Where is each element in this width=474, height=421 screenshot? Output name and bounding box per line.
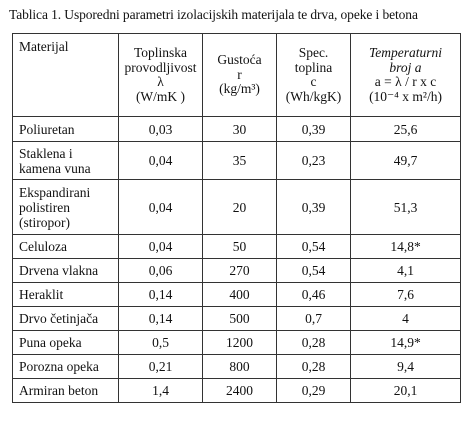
- cell-material: Puna opeka: [13, 331, 119, 355]
- table-row: [13, 331, 461, 355]
- cell-density: 2400: [203, 379, 277, 403]
- header-diffusivity-line2: broj a: [389, 59, 422, 75]
- cell-specific-heat: 0,28: [277, 355, 351, 379]
- cell-density: 50: [203, 235, 277, 259]
- cell-conductivity: 0,03: [119, 117, 203, 142]
- cell-conductivity: 0,06: [119, 259, 203, 283]
- header-diffusivity: [351, 34, 461, 117]
- cell-specific-heat: 0,28: [277, 331, 351, 355]
- cell-material: Porozna opeka: [13, 355, 119, 379]
- cell-diffusivity: 7,6: [351, 283, 461, 307]
- cell-density: 1200: [203, 331, 277, 355]
- cell-diffusivity: 20,1: [351, 379, 461, 403]
- cell-density: 270: [203, 259, 277, 283]
- header-material: Materijal: [13, 34, 119, 117]
- cell-specific-heat: 0,54: [277, 235, 351, 259]
- header-diffusivity-line3: a = λ / r x c: [374, 74, 437, 89]
- header-conductivity-line4: (W/mK ): [135, 88, 186, 104]
- table-row: [13, 379, 461, 403]
- cell-conductivity: 0,04: [119, 235, 203, 259]
- cell-specific-heat: 0,54: [277, 259, 351, 283]
- header-density: [203, 34, 277, 117]
- table-row: [13, 259, 461, 283]
- table-row: [13, 235, 461, 259]
- cell-conductivity: 0,04: [119, 142, 203, 180]
- table-row: [13, 180, 461, 235]
- header-row: [13, 34, 461, 117]
- table-row: [13, 283, 461, 307]
- cell-material: Poliuretan: [13, 117, 119, 142]
- header-density-line3: (kg/m³): [219, 81, 260, 97]
- cell-material: Drvo četinjača: [13, 307, 119, 331]
- table-row: [13, 355, 461, 379]
- cell-material: Drvena vlakna: [13, 259, 119, 283]
- header-specific-heat: [277, 34, 351, 117]
- header-conductivity-line3: λ: [157, 74, 164, 89]
- cell-diffusivity: 14,8*: [351, 235, 461, 259]
- cell-conductivity: 0,14: [119, 307, 203, 331]
- header-diffusivity-line1: Temperaturni: [368, 45, 442, 60]
- cell-conductivity: 0,5: [119, 331, 203, 355]
- cell-material: Staklena i kamena vuna: [13, 142, 119, 180]
- materials-table: [12, 33, 461, 403]
- cell-specific-heat: 0,23: [277, 142, 351, 180]
- table-row: [13, 117, 461, 142]
- cell-density: 30: [203, 117, 277, 142]
- cell-specific-heat: 0,7: [277, 307, 351, 331]
- header-specific-heat-line4: (Wh/kgK): [285, 88, 342, 104]
- header-diffusivity-line4: (10⁻⁴ x m²/h): [369, 88, 442, 104]
- table-row: [13, 142, 461, 180]
- cell-density: 400: [203, 283, 277, 307]
- cell-material: Heraklit: [13, 283, 119, 307]
- header-conductivity: [119, 34, 203, 117]
- cell-diffusivity: 51,3: [351, 180, 461, 235]
- cell-specific-heat: 0,39: [277, 180, 351, 235]
- header-specific-heat-line3: c: [310, 74, 317, 89]
- cell-diffusivity: 49,7: [351, 142, 461, 180]
- cell-material: Celuloza: [13, 235, 119, 259]
- cell-conductivity: 1,4: [119, 379, 203, 403]
- table-row: [13, 307, 461, 331]
- cell-specific-heat: 0,46: [277, 283, 351, 307]
- cell-material: Ekspandirani polistiren (stiropor): [13, 180, 119, 235]
- cell-specific-heat: 0,39: [277, 117, 351, 142]
- table-caption: Tablica 1. Usporedni parametri izolacijskih materijala te drva, opeke i betona: [9, 7, 418, 22]
- cell-conductivity: 0,21: [119, 355, 203, 379]
- cell-density: 800: [203, 355, 277, 379]
- cell-conductivity: 0,14: [119, 283, 203, 307]
- header-specific-heat-line2: toplina: [294, 59, 333, 75]
- cell-density: 35: [203, 142, 277, 180]
- cell-diffusivity: 4,1: [351, 259, 461, 283]
- cell-diffusivity: 25,6: [351, 117, 461, 142]
- cell-material: Armiran beton: [13, 379, 119, 403]
- cell-specific-heat: 0,29: [277, 379, 351, 403]
- cell-diffusivity: 4: [351, 307, 461, 331]
- cell-conductivity: 0,04: [119, 180, 203, 235]
- header-density-line1: Gustoća: [217, 52, 262, 68]
- cell-diffusivity: 14,9*: [351, 331, 461, 355]
- header-conductivity-line1: Toplinska: [133, 45, 188, 60]
- cell-density: 20: [203, 180, 277, 235]
- header-density-line2: r: [237, 66, 242, 82]
- cell-diffusivity: 9,4: [351, 355, 461, 379]
- header-specific-heat-line1: Spec.: [298, 45, 329, 60]
- cell-density: 500: [203, 307, 277, 331]
- header-conductivity-line2: provodljivost: [124, 59, 197, 75]
